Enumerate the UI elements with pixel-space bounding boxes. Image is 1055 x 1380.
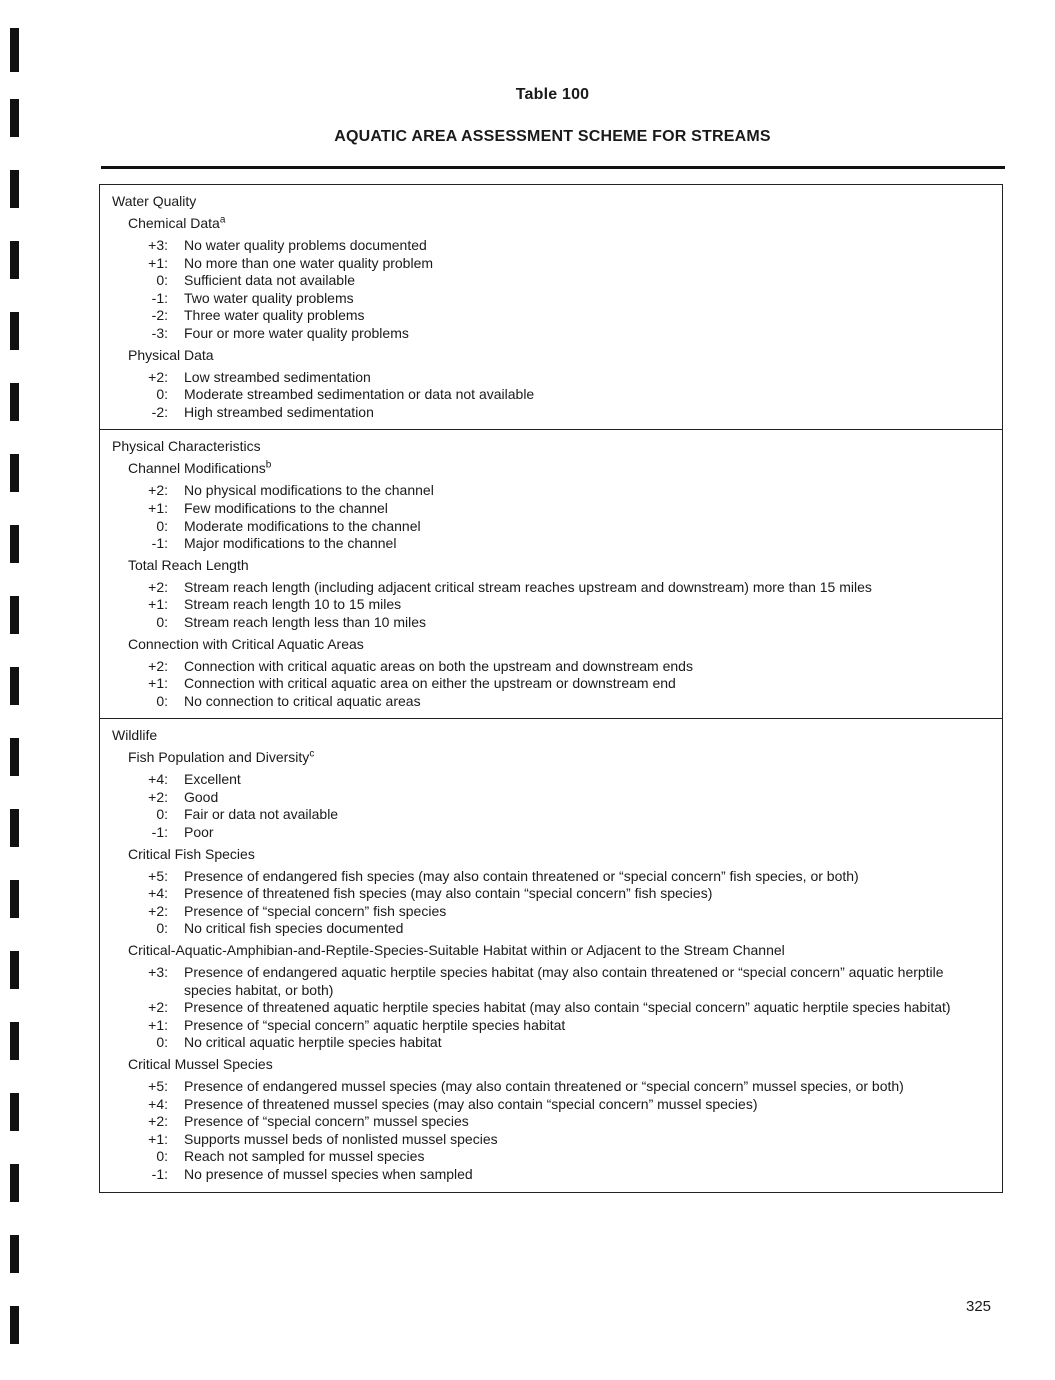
score-value: +2:	[148, 578, 168, 595]
entry-list	[112, 964, 1002, 1052]
score-value: -1:	[151, 824, 168, 841]
score-value: +3:	[148, 964, 168, 981]
score-description: Poor	[184, 824, 214, 841]
score-entry	[112, 272, 1002, 290]
binding-marks	[10, 0, 22, 1380]
score-entry	[112, 255, 1002, 273]
table-title: AQUATIC AREA ASSESSMENT SCHEME FOR STREAMS	[334, 128, 771, 145]
binding-mark	[10, 312, 19, 350]
score-description: Three water quality problems	[184, 307, 365, 324]
score-value: -1:	[151, 535, 168, 552]
footnote-marker: c	[309, 748, 315, 760]
score-entry	[112, 903, 1002, 921]
table-section	[100, 185, 1002, 429]
score-value: +4:	[148, 1095, 168, 1112]
score-entry	[112, 675, 1002, 693]
score-description: Stream reach length less than 10 miles	[184, 613, 427, 630]
score-value: +2:	[148, 902, 168, 919]
binding-mark	[10, 1306, 19, 1344]
entry-list	[112, 237, 1002, 343]
assessment-table	[99, 184, 1003, 1193]
subsection-title	[112, 347, 1002, 369]
binding-mark	[10, 596, 19, 634]
binding-mark	[10, 170, 19, 208]
score-entry	[112, 658, 1002, 676]
table-section	[100, 429, 1002, 718]
score-value: +4:	[148, 771, 168, 788]
binding-mark	[10, 1022, 19, 1060]
footnote-marker: b	[265, 459, 272, 471]
table-label: Table 100	[515, 86, 590, 103]
binding-mark	[10, 525, 19, 563]
score-description: No physical modifications to the channel	[184, 482, 434, 499]
score-entry	[112, 1131, 1002, 1149]
binding-mark	[10, 241, 19, 279]
footnote-marker: a	[219, 214, 226, 226]
binding-mark	[10, 454, 19, 492]
score-description: Two water quality problems	[184, 289, 354, 306]
score-value: +1:	[148, 1130, 168, 1147]
score-entry	[112, 369, 1002, 387]
score-entry	[112, 535, 1002, 553]
score-description: Presence of threatened mussel species (may also contain “special concern” mussel species)	[184, 1095, 758, 1112]
score-description: No critical fish species documented	[184, 920, 404, 937]
entry-list	[112, 1078, 1002, 1184]
score-entry	[112, 824, 1002, 842]
score-description: Good	[184, 788, 219, 805]
score-entry	[112, 999, 1002, 1017]
subsection-title	[112, 215, 1002, 237]
score-description: Presence of endangered mussel species (may also contain threatened or “special concern” mussel species, or both)	[184, 1078, 904, 1094]
score-value: 0:	[156, 613, 168, 630]
score-value: +1:	[148, 1016, 168, 1033]
section-title: Physical Characteristics	[112, 438, 261, 455]
score-description: Supports mussel beds of nonlisted mussel species	[184, 1130, 498, 1147]
score-value: -1:	[151, 289, 168, 306]
subsection-label: Fish Population and Diversity	[128, 749, 310, 766]
score-entry	[112, 1166, 1002, 1184]
score-description: Few modifications to the channel	[184, 499, 388, 516]
score-description: Connection with critical aquatic area on either the upstream or downstream end	[184, 675, 676, 692]
score-entry	[112, 920, 1002, 938]
score-value: +2:	[148, 657, 168, 674]
score-entry	[112, 325, 1002, 343]
score-description: Presence of threatened aquatic herptile species habitat (may also contain “special concern” aquatic herptile species habitat)	[184, 999, 951, 1016]
score-entry	[112, 307, 1002, 325]
score-value: +5:	[148, 867, 168, 884]
score-description: Presence of “special concern” aquatic herptile species habitat	[184, 1016, 566, 1033]
binding-mark	[10, 880, 19, 918]
binding-mark	[10, 738, 19, 776]
score-entry	[112, 1113, 1002, 1131]
score-description: Stream reach length (including adjacent critical stream reaches upstream and downstream) more than 15 miles	[184, 578, 872, 595]
binding-mark	[10, 809, 19, 847]
score-value: +2:	[148, 999, 168, 1016]
score-value: -1:	[151, 1165, 168, 1182]
score-value: +2:	[148, 482, 168, 499]
score-description: Fair or data not available	[184, 806, 339, 823]
subsection-title	[112, 460, 1002, 482]
binding-mark	[10, 1164, 19, 1202]
score-value: +2:	[148, 368, 168, 385]
binding-mark	[10, 383, 19, 421]
score-description: Major modifications to the channel	[184, 535, 397, 552]
score-entry	[112, 579, 1002, 597]
score-entry	[112, 237, 1002, 255]
score-value: 0:	[156, 806, 168, 823]
score-entry	[112, 1148, 1002, 1166]
score-description: Presence of “special concern” fish species	[184, 902, 447, 919]
subsection-label: Total Reach Length	[128, 556, 249, 573]
score-description: Moderate modifications to the channel	[184, 517, 421, 534]
subsection-title	[112, 749, 1002, 771]
score-entry	[112, 386, 1002, 404]
subsection-label: Critical-Aquatic-Amphibian-and-Reptile-Species-Suitable Habitat within or Adjacent to the Stream Channel	[128, 942, 785, 959]
score-value: +1:	[148, 254, 168, 271]
score-entry	[112, 964, 1002, 999]
subsection-title	[112, 1056, 1002, 1078]
score-value: +2:	[148, 788, 168, 805]
score-value: 0:	[156, 272, 168, 289]
score-value: -2:	[151, 403, 168, 420]
score-value: +5:	[148, 1078, 168, 1094]
score-description: No water quality problems documented	[184, 237, 427, 253]
score-entry	[112, 771, 1002, 789]
score-value: 0:	[156, 386, 168, 403]
table-section	[100, 718, 1002, 1191]
score-description: Four or more water quality problems	[184, 324, 409, 341]
score-entry	[112, 404, 1002, 422]
score-value: 0:	[156, 1148, 168, 1165]
binding-mark	[10, 667, 19, 705]
page-number: 325	[966, 1298, 992, 1315]
entry-list	[112, 658, 1002, 711]
score-entry	[112, 614, 1002, 632]
entry-list	[112, 579, 1002, 632]
title-rule	[101, 166, 1005, 169]
score-description: No critical aquatic herptile species habitat	[184, 1034, 442, 1051]
entry-list	[112, 482, 1002, 552]
score-entry	[112, 1078, 1002, 1096]
score-value: -2:	[151, 307, 168, 324]
subsection-label: Physical Data	[128, 346, 214, 363]
entry-list	[112, 868, 1002, 938]
subsection-label: Channel Modifications	[128, 460, 266, 477]
score-value: -3:	[151, 324, 168, 341]
score-description: Sufficient data not available	[184, 272, 355, 289]
score-entry	[112, 693, 1002, 711]
subsection-title	[112, 557, 1002, 579]
subsection-label: Critical Fish Species	[128, 845, 255, 862]
section-title: Wildlife	[112, 727, 158, 744]
score-description: Moderate streambed sedimentation or data not available	[184, 386, 535, 403]
score-description: No more than one water quality problem	[184, 254, 434, 271]
score-value: 0:	[156, 517, 168, 534]
score-entry	[112, 1034, 1002, 1052]
score-description: Excellent	[184, 771, 241, 788]
score-entry	[112, 1017, 1002, 1035]
score-description: No connection to critical aquatic areas	[184, 692, 421, 709]
subsection-title	[112, 636, 1002, 658]
score-entry	[112, 1096, 1002, 1114]
score-value: 0:	[156, 920, 168, 937]
score-value: +2:	[148, 1113, 168, 1130]
score-entry	[112, 885, 1002, 903]
score-description: High streambed sedimentation	[184, 403, 374, 420]
binding-mark	[10, 951, 19, 989]
entry-list	[112, 771, 1002, 841]
score-value: +1:	[148, 499, 168, 516]
score-entry	[112, 500, 1002, 518]
score-entry	[112, 518, 1002, 536]
section-title: Water Quality	[112, 193, 197, 209]
score-value: +4:	[148, 885, 168, 902]
subsection-label: Critical Mussel Species	[128, 1056, 273, 1072]
binding-mark	[10, 1093, 19, 1131]
score-entry	[112, 806, 1002, 824]
score-description: Presence of threatened fish species (may also contain “special concern” fish species)	[184, 885, 713, 902]
subsection-title	[112, 846, 1002, 868]
score-entry	[112, 290, 1002, 308]
score-value: +1:	[148, 596, 168, 613]
subsection-title	[112, 942, 1002, 964]
subsection-label: Chemical Data	[128, 215, 220, 231]
score-description: Low streambed sedimentation	[184, 368, 371, 385]
subsection-label: Connection with Critical Aquatic Areas	[128, 635, 364, 652]
score-description: Presence of endangered fish species (may also contain threatened or “special concern” fish species, or both)	[184, 867, 859, 884]
score-entry	[112, 868, 1002, 886]
score-value: 0:	[156, 1034, 168, 1051]
score-description: Stream reach length 10 to 15 miles	[184, 596, 402, 613]
score-entry	[112, 596, 1002, 614]
score-value: +3:	[148, 237, 168, 253]
score-value: +1:	[148, 675, 168, 692]
score-entry	[112, 789, 1002, 807]
score-description: No presence of mussel species when sampled	[184, 1165, 473, 1182]
score-entry	[112, 482, 1002, 500]
binding-mark	[10, 1235, 19, 1273]
binding-mark	[10, 28, 19, 72]
entry-list	[112, 369, 1002, 422]
score-description: Reach not sampled for mussel species	[184, 1148, 425, 1165]
score-value: 0:	[156, 692, 168, 709]
score-description: Presence of “special concern” mussel species	[184, 1113, 469, 1130]
score-description: Presence of endangered aquatic herptile species habitat (may also contain threatened or “special concern” aquatic herptile species habitat, or both)	[184, 964, 944, 998]
score-description: Connection with critical aquatic areas on both the upstream and downstream ends	[184, 657, 693, 674]
